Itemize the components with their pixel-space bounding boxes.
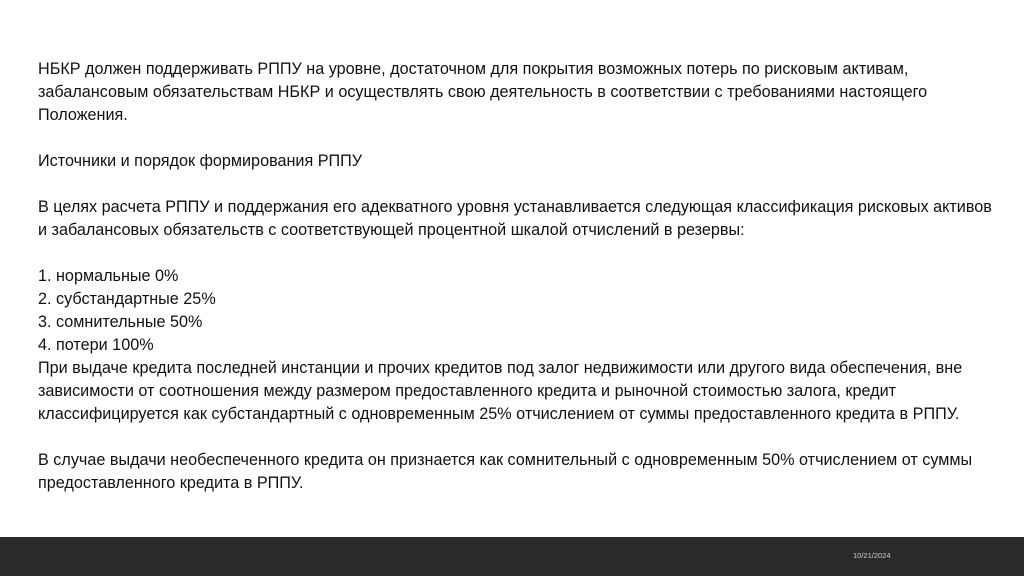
- intro-paragraph: НБКР должен поддерживать РППУ на уровне, достаточном для покрытия возможных потерь по рисковым активам, забалансовым обязательствам НБКР и осуществлять свою деятельность в соответствии с требованиями настоящего Положения.: [38, 60, 928, 124]
- list-item: 4. потери 100%: [38, 336, 154, 354]
- collateral-paragraph: При выдаче кредита последней инстанции и прочих кредитов под залог недвижимости или другого вида обеспечения, вне зависимости от соотношения между размером предоставленного кредита и рыночной стоимостью залога, кредит классифицируется как субстандартный с одновременным 25% отчислением от суммы предоставленного кредита в РППУ.: [38, 359, 963, 423]
- spacer: [38, 127, 998, 150]
- unsecured-paragraph: В случае выдачи необеспеченного кредита он признается как сомнительный с одновременным 50% отчислением от суммы предоставленного кредита в РППУ.: [38, 451, 973, 492]
- slide-content: [38, 58, 998, 495]
- list-item: 1. нормальные 0%: [38, 267, 179, 285]
- footer-date: 10/21/2024: [853, 551, 891, 560]
- classification-list: [38, 265, 998, 357]
- classification-paragraph: В целях расчета РППУ и поддержания его адекватного уровня устанавливается следующая классификация рисковых активов и забалансовых обязательств с соответствующей процентной шкалой отчислений в резервы:: [38, 198, 992, 239]
- spacer: [38, 426, 998, 449]
- list-item: 2. субстандартные 25%: [38, 290, 216, 308]
- section-heading: Источники и порядок формирования РППУ: [38, 152, 363, 170]
- list-item: 3. сомнительные 50%: [38, 313, 203, 331]
- spacer: [38, 242, 998, 265]
- spacer: [38, 173, 998, 196]
- footer-bar: [0, 537, 1024, 576]
